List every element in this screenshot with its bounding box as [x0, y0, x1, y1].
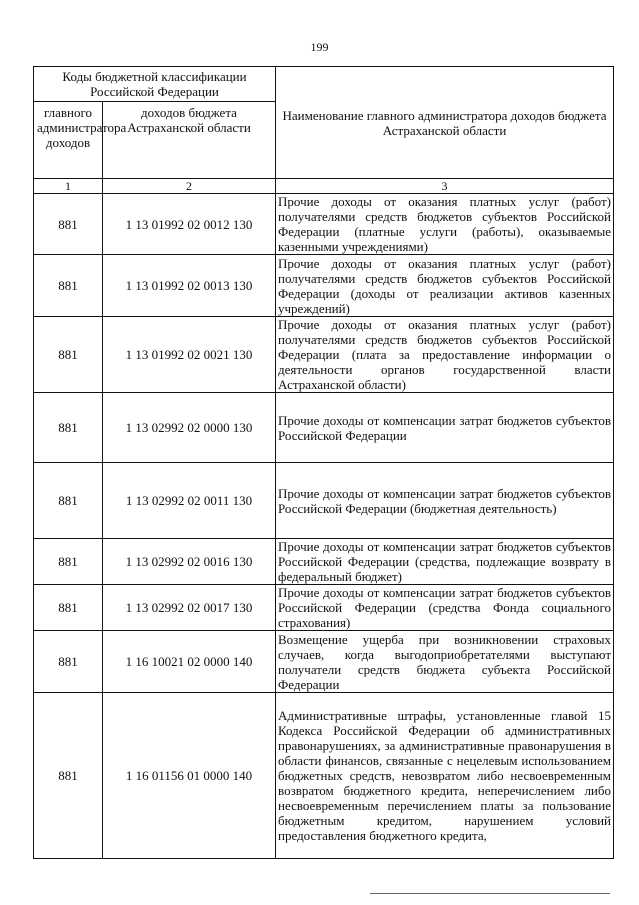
income-code: 1 16 01156 01 0000 140 — [103, 693, 276, 859]
income-name: Прочие доходы от оказания платных услуг (работ) получателями средств бюджетов субъектов Российской Федерации (платные услуги (работы), оказываемые казенными учреждениями) — [276, 194, 614, 255]
table-row — [34, 317, 614, 393]
table-row — [34, 585, 614, 631]
table-row — [34, 255, 614, 317]
page-bottom-rule — [370, 893, 610, 894]
table-row — [34, 693, 614, 859]
income-name: Прочие доходы от компенсации затрат бюджетов субъектов Российской Федерации (средства Фонда социального страхования) — [276, 585, 614, 631]
admin-code: 881 — [34, 693, 103, 859]
name-column-header: Наименование главного администратора доходов бюджета Астраханской области — [276, 67, 614, 179]
income-code: 1 13 01992 02 0013 130 — [103, 255, 276, 317]
admin-code: 881 — [34, 463, 103, 539]
income-name: Возмещение ущерба при возникновении страховых случаев, когда выгодоприобретателями выступают получатели средств бюджета субъекта Российской Федерации — [276, 631, 614, 693]
admin-code: 881 — [34, 631, 103, 693]
income-code: 1 13 01992 02 0021 130 — [103, 317, 276, 393]
codes-group-header: Коды бюджетной классификации Российской Федерации — [34, 67, 276, 102]
admin-column-header: главного администратора доходов — [34, 102, 103, 179]
admin-code: 881 — [34, 393, 103, 463]
admin-code: 881 — [34, 585, 103, 631]
income-name: Административные штрафы, установленные главой 15 Кодекса Российской Федерации об административных правонарушениях, за административные правонарушения в области финансов, связанные с нецелевым использованием бюджетных средств, невозвратом либо несвоевременным возвратом бюджетного кредита, неперечислением либо несвоевременным перечислением платы за пользование бюджетным кредитом, нарушением условий предоставления бюджетного кредита, — [276, 693, 614, 859]
income-name: Прочие доходы от компенсации затрат бюджетов субъектов Российской Федерации (бюджетная деятельность) — [276, 463, 614, 539]
admin-code: 881 — [34, 539, 103, 585]
table-row — [34, 539, 614, 585]
budget-classification-table — [33, 66, 614, 859]
income-code: 1 13 02992 02 0011 130 — [103, 463, 276, 539]
income-column-header: доходов бюджета Астраханской области — [103, 102, 276, 179]
table-row — [34, 631, 614, 693]
column-number: 1 — [34, 179, 103, 194]
admin-code: 881 — [34, 317, 103, 393]
income-name: Прочие доходы от оказания платных услуг (работ) получателями средств бюджетов субъектов Российской Федерации (плата за предоставление информации о деятельности органов государственной власти Астраханской области) — [276, 317, 614, 393]
column-number: 2 — [103, 179, 276, 194]
admin-code: 881 — [34, 255, 103, 317]
income-code: 1 13 02992 02 0017 130 — [103, 585, 276, 631]
table-row — [34, 194, 614, 255]
income-name: Прочие доходы от компенсации затрат бюджетов субъектов Российской Федерации — [276, 393, 614, 463]
income-name: Прочие доходы от оказания платных услуг (работ) получателями средств бюджетов субъектов Российской Федерации (доходы от реализации активов казенных учреждений) — [276, 255, 614, 317]
income-code: 1 13 02992 02 0000 130 — [103, 393, 276, 463]
income-code: 1 13 01992 02 0012 130 — [103, 194, 276, 255]
income-code: 1 16 10021 02 0000 140 — [103, 631, 276, 693]
table-row — [34, 393, 614, 463]
income-name: Прочие доходы от компенсации затрат бюджетов субъектов Российской Федерации (средства, подлежащие возврату в федеральный бюджет) — [276, 539, 614, 585]
table-row — [34, 463, 614, 539]
income-code: 1 13 02992 02 0016 130 — [103, 539, 276, 585]
page-number: 199 — [310, 40, 329, 54]
column-number: 3 — [276, 179, 614, 194]
admin-code: 881 — [34, 194, 103, 255]
